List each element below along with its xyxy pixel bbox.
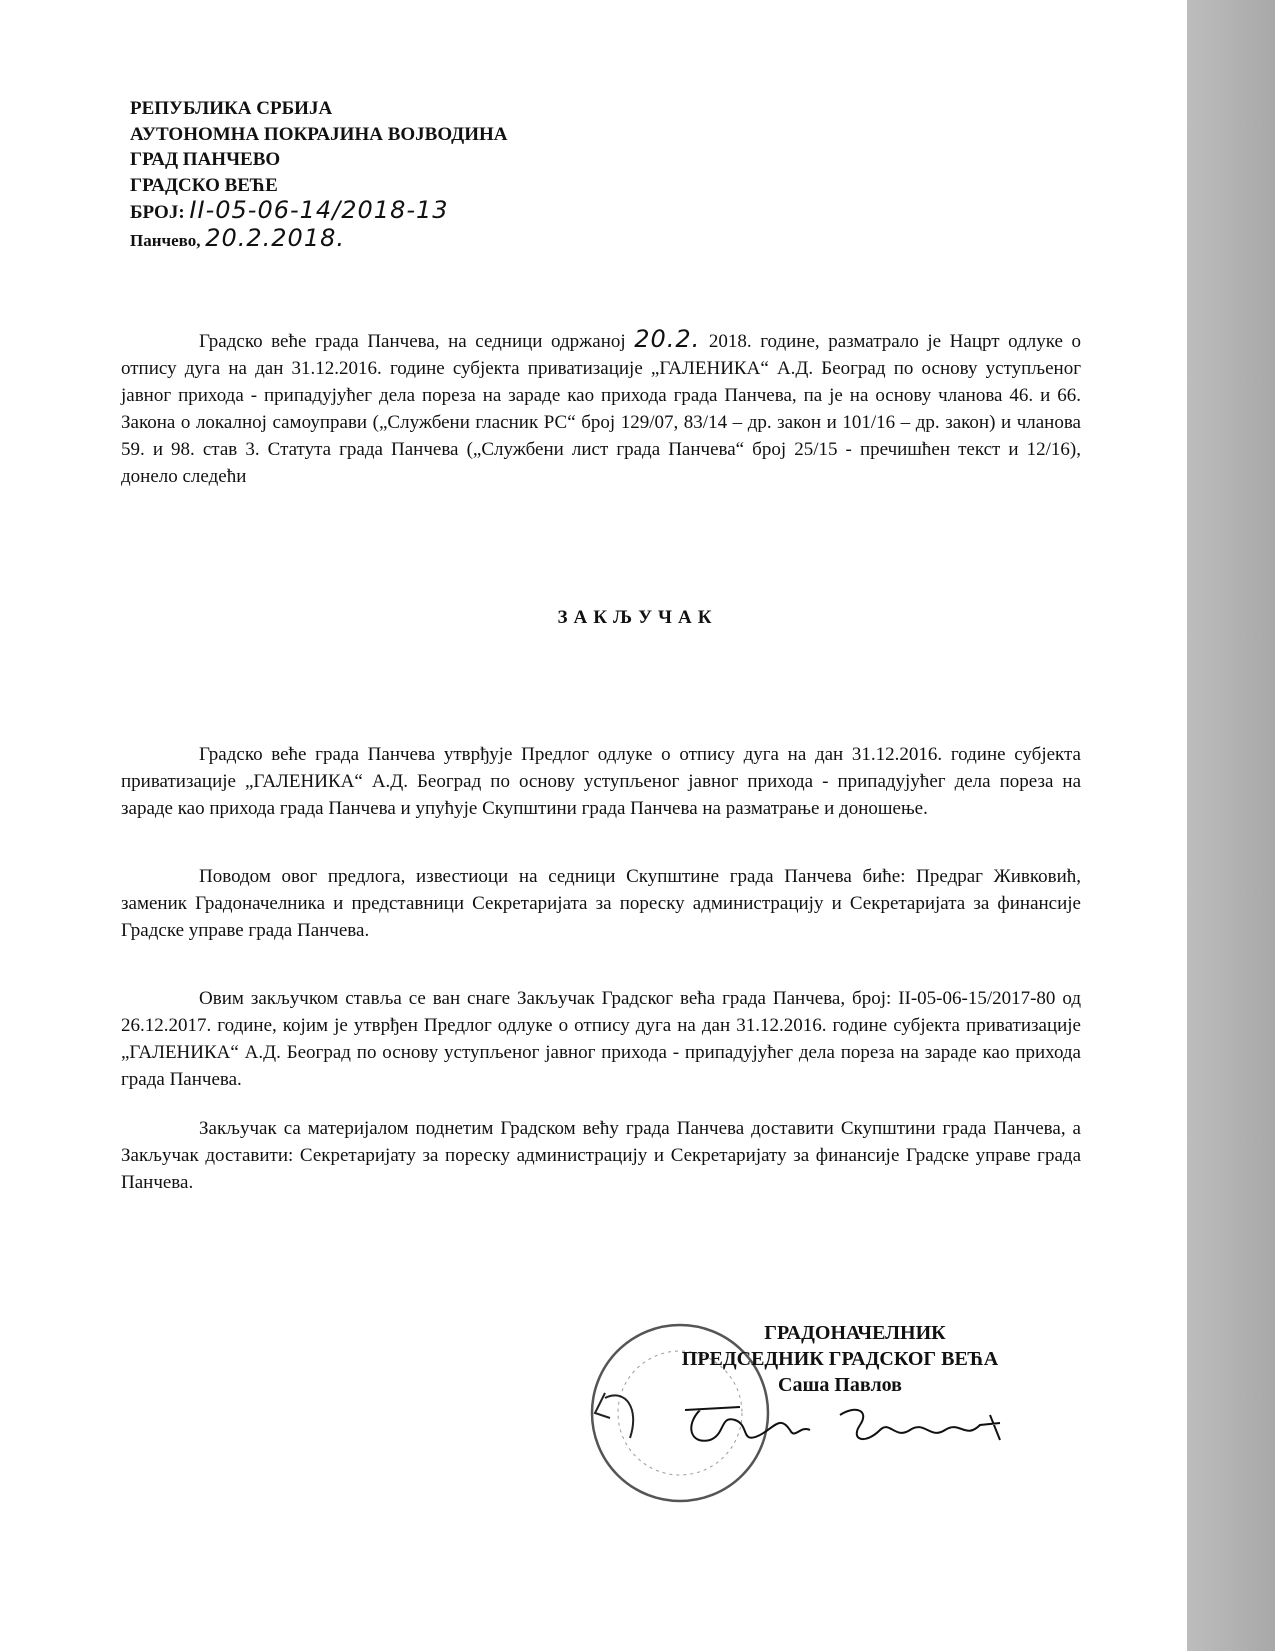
- paragraph: Градско веће града Панчева утврђује Предлог одлуке о отпису дуга на дан 31.12.2016. године субјекта приватизације „ГАЛЕНИКА“ А.Д. Београд по основу уступљеног јавног прихода - припадујућег дела пореза на зараде као прихода града Панчева и упућује Скупштини града Панчева на разматрање и доношење.: [121, 744, 1081, 819]
- header-line: РЕПУБЛИКА СРБИЈА: [130, 98, 333, 119]
- place-label: Панчево,: [130, 230, 201, 250]
- number-handwritten: II-05-06-14/2018-13: [189, 196, 449, 224]
- mayor-title: ГРАДОНАЧЕЛНИК: [764, 1322, 946, 1344]
- intro-paragraph: [121, 326, 1081, 490]
- intro-text-cont: 2018. године, разматрало је Нацрт одлуке о отпису дуга на дан 31.12.2016. године субјекта приватизације „ГАЛЕНИКА“ А.Д. Београд по основу уступљеног јавног прихода - припадујућег дела пореза на зараде као прихода града Панчева, па је на основу чланова 46. и 66. Закона о локалној самоуправи („Службени гласник РС“ број 129/07, 83/14 – др. закон и 101/16 – др. закон) и чланова 59. и 98. став 3. Статута града Панчева („Службени лист града Панчева“ број 25/15 - пречишћен текст и 12/16), донело следећи: [121, 331, 1081, 487]
- signature-block: [640, 1320, 1040, 1398]
- header-line: ГРАДСКО ВЕЋЕ: [130, 174, 278, 196]
- paragraph: Закључак са материјалом поднетим Градском већу града Панчева доставити Скупштини града Панчева, а Закључак доставити: Секретаријату за пореску администрацију и Секретаријату за финансије Градске управе града Панчева.: [121, 1118, 1081, 1193]
- header-line: АУТОНОМНА ПОКРАЈИНА ВОЈВОДИНА: [130, 123, 508, 145]
- document-header: [130, 96, 508, 253]
- header-line: ГРАД ПАНЧЕВО: [130, 149, 281, 170]
- signatory-name: Саша Павлов: [778, 1374, 902, 1396]
- council-president-title: ПРЕДСЕДНИК ГРАДСКОГ ВЕЋА: [681, 1348, 999, 1370]
- session-date-handwritten: 20.2.: [634, 325, 701, 353]
- handwritten-signature: [680, 1395, 1040, 1455]
- paragraph: Поводом овог предлога, известиоци на седници Скупштине града Панчева биће: Предраг Живковић, заменик Градоначелника и представници Секретаријата за пореску администрацију и Секретаријата за финансије Градске управе града Панчева.: [121, 866, 1081, 941]
- intro-text: Градско веће града Панчева, на седници одржаној: [199, 331, 635, 352]
- scan-edge: [1187, 0, 1275, 1651]
- document-number: [130, 198, 508, 226]
- number-label: БРОЈ:: [130, 202, 185, 223]
- document-title: ЗАКЉУЧАК: [557, 607, 718, 628]
- paragraph: Овим закључком ставља се ван снаге Закључак Градског већа града Панчева, број: II-05-06-15/2017-80 од 26.12.2017. године, којим је утврђен Предлог одлуке о отпису дуга на дан 31.12.2016. године субјекта приватизације „ГАЛЕНИКА“ А.Д. Београд по основу уступљеног јавног прихода - припадујућег дела пореза на зараде као прихода града Панчева.: [121, 988, 1081, 1090]
- document-date: [130, 223, 508, 254]
- date-handwritten: 20.2.2018.: [205, 223, 345, 252]
